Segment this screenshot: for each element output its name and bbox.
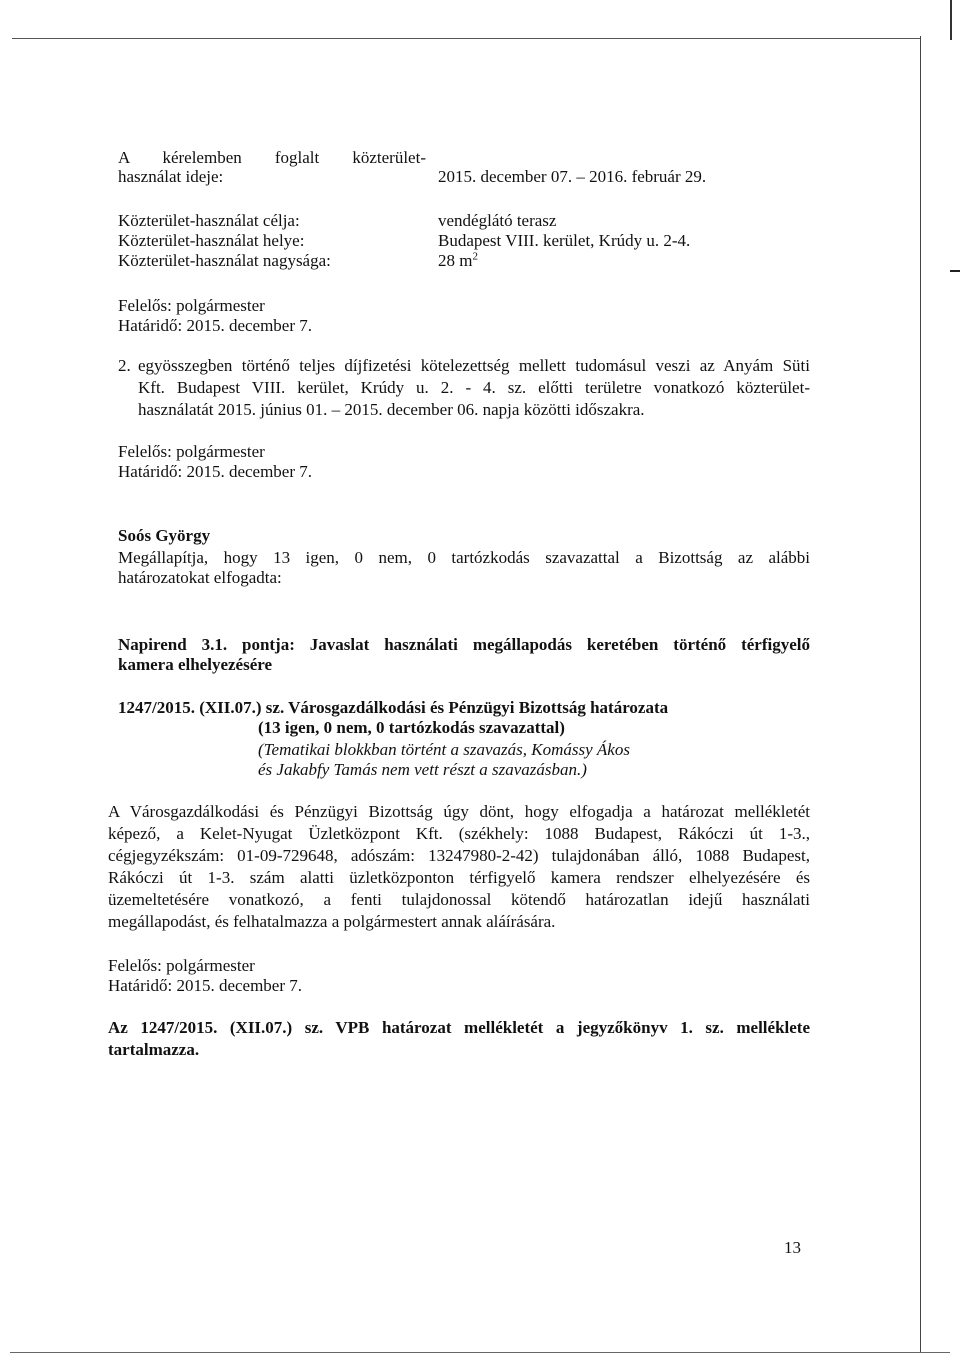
usage-purpose-value: vendéglátó terasz [438, 211, 557, 230]
usage-period-value: 2015. december 07. – 2016. február 29. [438, 167, 707, 186]
annex-note-line-1: Az 1247/2015. (XII.07.) sz. VPB határozat mellékletét a jegyzőkönyv 1. sz. melléklete [108, 1018, 810, 1037]
usage-size-number: 28 m [438, 251, 473, 270]
vote-statement-line-2: határozatokat elfogadta: [118, 568, 282, 587]
scan-bottom-border [10, 1352, 950, 1353]
usage-location-label: Közterület-használat helye: [118, 231, 305, 250]
deadline-2: Határidő: 2015. december 7. [118, 462, 313, 481]
usage-size-unit-superscript: 2 [472, 250, 478, 263]
page-number: 13 [784, 1238, 801, 1257]
resolution-note-line-1: (Tematikai blokkban történt a szavazás, Komássy Ákos [258, 740, 630, 759]
resolution-body-line-3: cégjegyzékszám: 01-09-729648, adószám: 13247980-2-42) tulajdonában álló, 1088 Budapest, [108, 846, 810, 865]
resolution-votes: (13 igen, 0 nem, 0 tartózkodás szavazattal) [258, 718, 565, 737]
responsible-3: Felelős: polgármester [108, 956, 255, 975]
point-2-line-2: Kft. Budapest VIII. kerület, Krúdy u. 2. - 4. sz. előtti területre vonatkozó közterület- [138, 378, 810, 397]
resolution-body-line-6: megállapodást, és felhatalmazza a polgármestert annak aláírására. [108, 912, 556, 931]
usage-size-value [438, 250, 478, 271]
deadline-1: Határidő: 2015. december 7. [118, 316, 313, 335]
agenda-heading-line-2: kamera elhelyezésére [118, 655, 273, 674]
resolution-title: 1247/2015. (XII.07.) sz. Városgazdálkodási és Pénzügyi Bizottság határozata [118, 698, 669, 717]
responsible-1: Felelős: polgármester [118, 296, 265, 315]
resolution-body-line-2: képező, a Kelet-Nyugat Üzletközpont Kft. (székhely: 1088 Budapest, Rákóczi út 1-3., [108, 824, 810, 843]
usage-size-label: Közterület-használat nagysága: [118, 251, 331, 270]
scan-right-border [920, 36, 921, 1352]
agenda-heading-line-1: Napirend 3.1. pontja: Javaslat használati megállapodás keretében történő térfigyelő [118, 635, 810, 654]
resolution-body-line-4: Rákóczi út 1-3. szám alatti üzletközponton térfigyelő kamera rendszer elhelyezésére és [108, 868, 810, 887]
usage-period-label: A kérelemben foglalt közterület- [118, 148, 426, 167]
resolution-note-line-2: és Jakabfy Tamás nem vett részt a szavazásban.) [258, 760, 587, 779]
resolution-body-line-1: A Városgazdálkodási és Pénzügyi Bizottság úgy dönt, hogy elfogadja a határozat mellékletét [108, 802, 810, 821]
scan-edge-tick [950, 270, 960, 272]
point-2-line-1: egyösszegben történő teljes díjfizetési kötelezettség mellett tudomásul veszi az Anyám Süti [138, 356, 810, 375]
usage-purpose-label: Közterület-használat célja: [118, 211, 300, 230]
annex-note-line-2: tartalmazza. [108, 1040, 200, 1059]
point-2-number: 2. [118, 356, 131, 375]
usage-period-label-cont: használat ideje: [118, 167, 224, 186]
usage-location-value: Budapest VIII. kerület, Krúdy u. 2-4. [438, 231, 691, 250]
speaker-name: Soós György [118, 526, 211, 545]
responsible-2: Felelős: polgármester [118, 442, 265, 461]
vote-statement-line-1: Megállapítja, hogy 13 igen, 0 nem, 0 tartózkodás szavazattal a Bizottság az alábbi [118, 548, 810, 567]
resolution-body-line-5: üzemeltetésére vonatkozó, a fenti tulajdonossal kötendő határozatlan idejű használati [108, 890, 810, 909]
scan-top-border [12, 38, 920, 39]
deadline-3: Határidő: 2015. december 7. [108, 976, 303, 995]
point-2-line-3: használatát 2015. június 01. – 2015. december 06. napja közötti időszakra. [138, 400, 645, 419]
scan-corner-mark [950, 0, 952, 40]
